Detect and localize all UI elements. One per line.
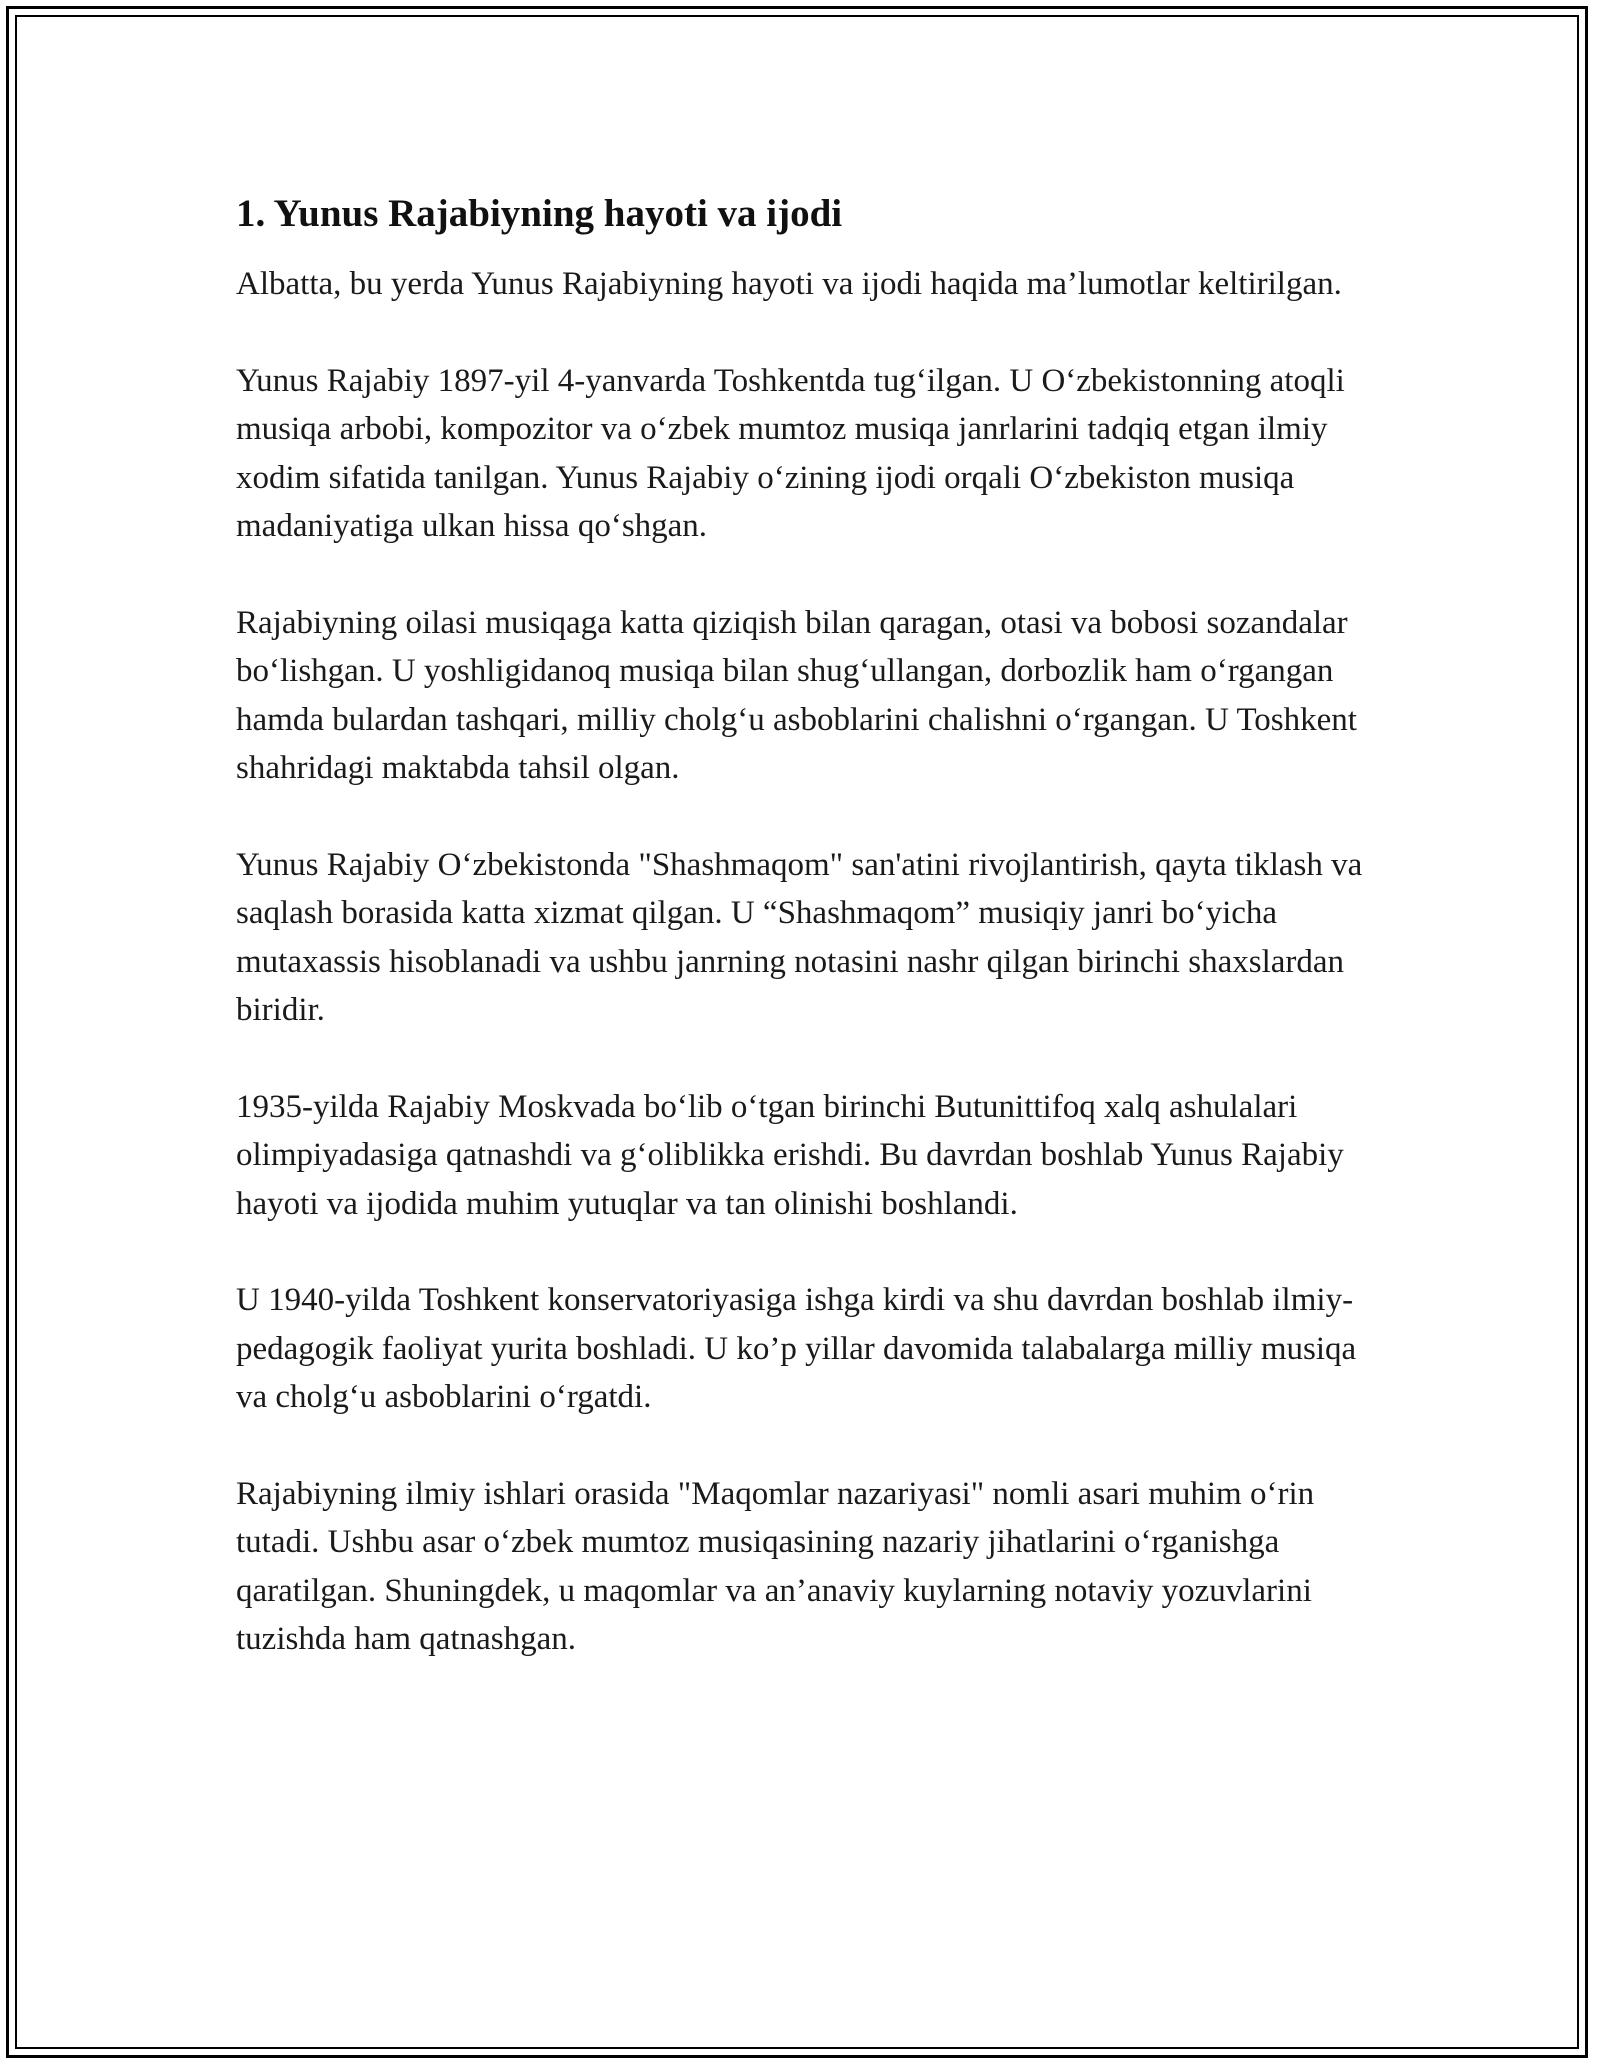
document-body	[236, 188, 1376, 1712]
paragraph-scientific-works: Rajabiyning ilmiy ishlari orasida "Maqomlar nazariyasi" nomli asari muhim o‘rin tutadi. Ushbu asar o‘zbek mumtoz musiqasining nazariy jihatlarini o‘rganishga qaratilgan. Shuningdek, u maqomlar va an’anaviy kuylarning notaviy yozuvlarini tuzishda ham qatnashgan.	[236, 1475, 1315, 1657]
paragraph-birth: Yunus Rajabiy 1897-yil 4-yanvarda Toshkentda tug‘ilgan. U O‘zbekistonning atoqli musiqa arbobi, kompozitor va o‘zbek mumtoz musiqa janrlarini tadqiq etgan ilmiy xodim sifatida tanilgan. Yunus Rajabiy o‘zining ijodi orqali O‘zbekiston musiqa madaniyatiga ulkan hissa qo‘shgan.	[236, 362, 1345, 544]
paragraph-1935: 1935-yilda Rajabiy Moskvada bo‘lib o‘tgan birinchi Butunittifoq xalq ashulalari olimpiyadasiga qatnashdi va g‘oliblikka erishdi. Bu davrdan boshlab Yunus Rajabiy hayoti va ijodida muhim yutuqlar va tan olinishi boshlandi.	[236, 1088, 1344, 1222]
paragraph-1940: U 1940-yilda Toshkent konservatoriyasiga ishga kirdi va shu davrdan boshlab ilmiy-pedagogik faoliyat yurita boshladi. U ko’p yillar davomida talabalarga milliy musiqa va cholg‘u asboblarini o‘rgatdi.	[236, 1282, 1357, 1415]
paragraph-intro: Albatta, bu yerda Yunus Rajabiyning hayoti va ijodi haqida ma’lumotlar keltirilgan.	[236, 266, 1342, 302]
paragraph-family: Rajabiyning oilasi musiqaga katta qiziqish bilan qaragan, otasi va bobosi sozandalar bo‘lishgan. U yoshligidanoq musiqa bilan shug‘ullangan, dorbozlik ham o‘rgangan hamda bulardan tashqari, milliy cholg‘u asboblarini chalishni o‘rgangan. U Toshkent shahridagi maktabda tahsil olgan.	[236, 604, 1357, 786]
paragraph-shashmaqom: Yunus Rajabiy O‘zbekistonda "Shashmaqom" san'atini rivojlantirish, qayta tiklash va saqlash borasida katta xizmat qilgan. U “Shashmaqom” musiqiy janri bo‘yicha mutaxassis hisoblanadi va ushbu janrning notasini nashr qilgan birinchi shaxslardan biridir.	[236, 846, 1363, 1028]
section-heading: 1. Yunus Rajabiyning hayoti va ijodi	[236, 192, 843, 235]
